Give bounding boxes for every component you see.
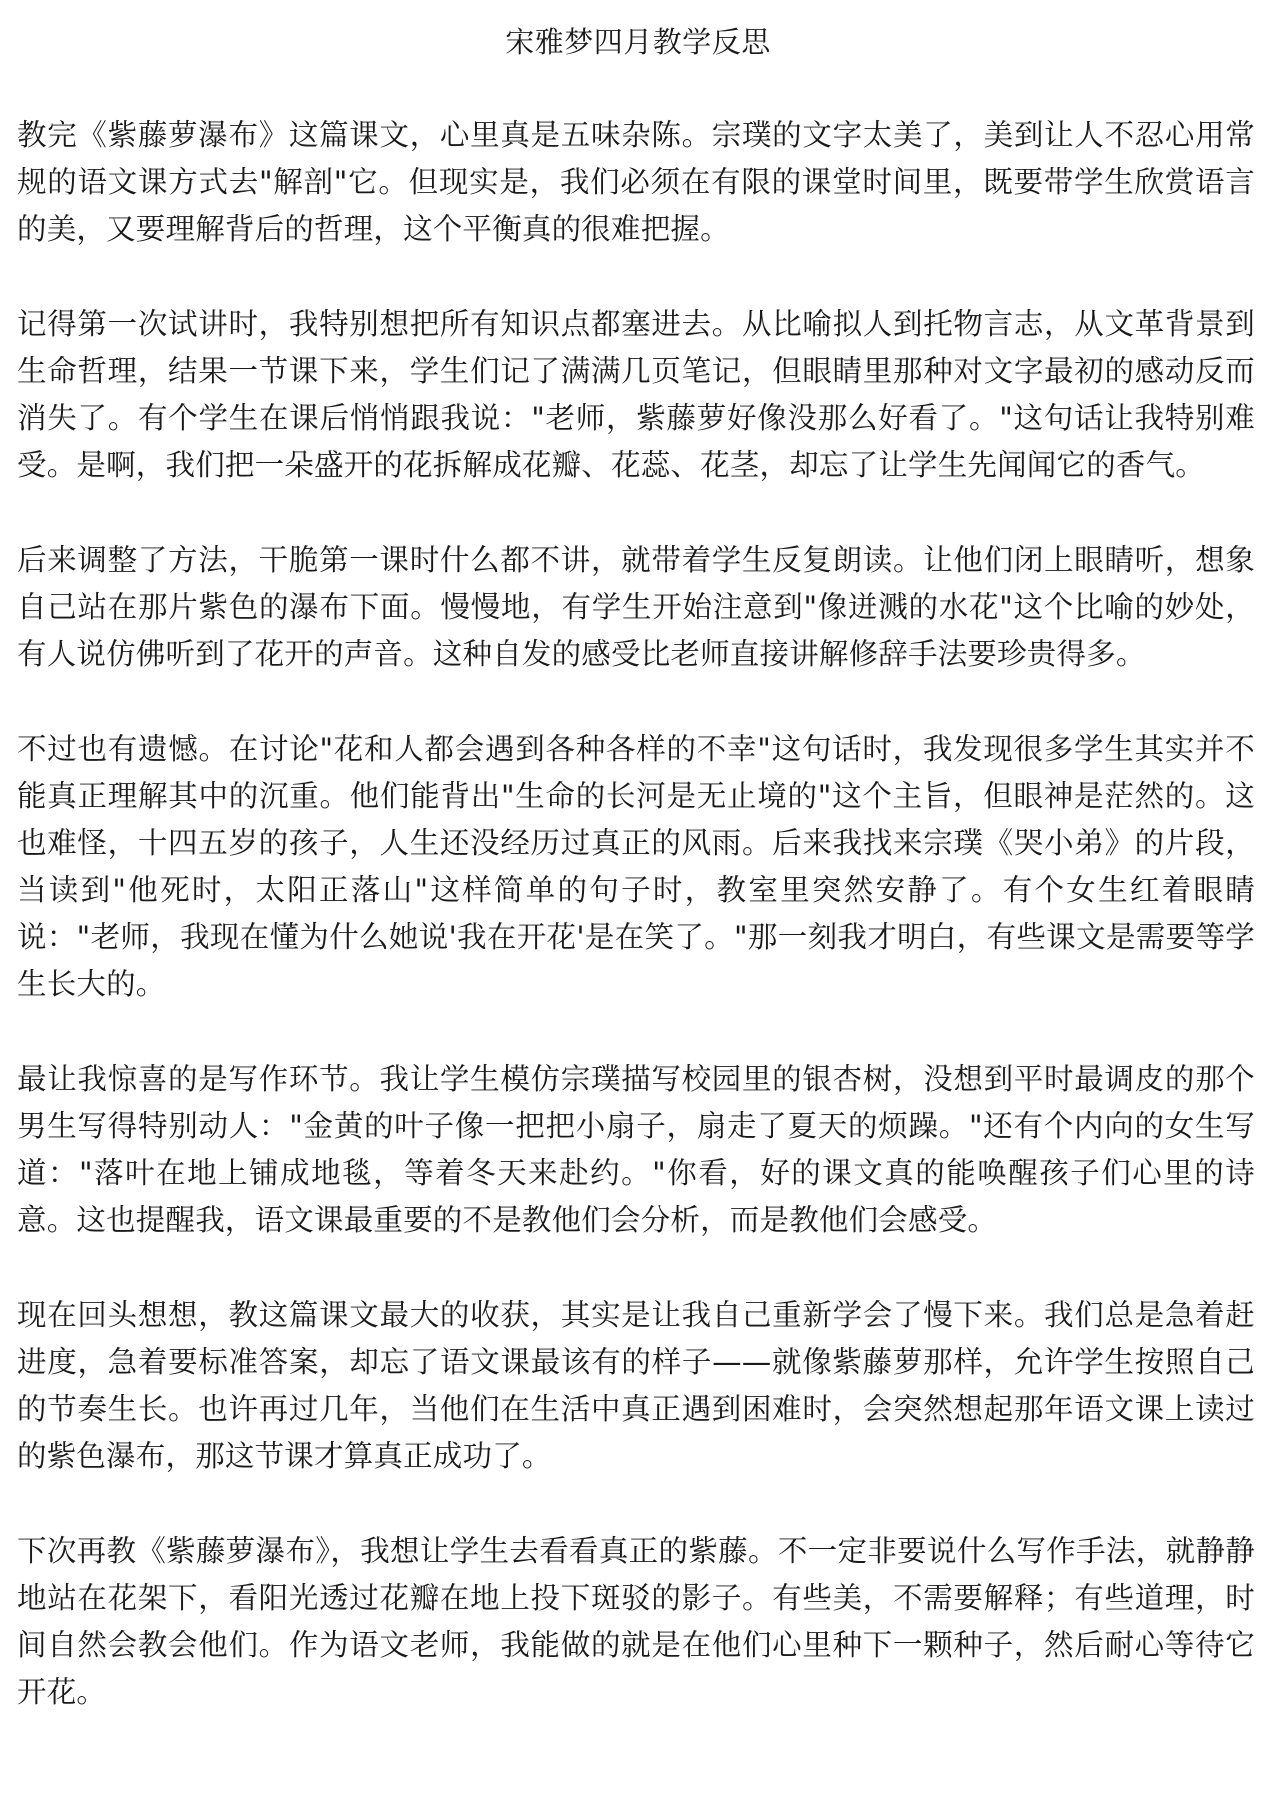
paragraph-1: 教完《紫藤萝瀑布》这篇课文，心里真是五味杂陈。宗璞的文字太美了，美到让人不忍心用常规的语文课方式去"解剖"它。但现实是，我们必须在有限的课堂时间里，既要带学生欣赏语言的美，又要理解背后的哲理，这个平衡真的很难把握。: [17, 118, 1255, 246]
paragraph-2: 记得第一次试讲时，我特别想把所有知识点都塞进去。从比喻拟人到托物言志，从文革背景到生命哲理，结果一节课下来，学生们记了满满几页笔记，但眼睛里那种对文字最初的感动反而消失了。有个学生在课后悄悄跟我说："老师，紫藤萝好像没那么好看了。"这句话让我特别难受。是啊，我们把一朵盛开的花拆解成花瓣、花蕊、花茎，却忘了让学生先闻闻它的香气。: [17, 307, 1255, 482]
paragraph-6: 现在回头想想，教这篇课文最大的收获，其实是让我自己重新学会了慢下来。我们总是急着赶进度，急着要标准答案，却忘了语文课最该有的样子——就像紫藤萝那样，允许学生按照自己的节奏生长。也许再过几年，当他们在生活中真正遇到困难时，会突然想起那年语文课上读过的紫色瀑布，那这节课才算真正成功了。: [17, 1298, 1255, 1473]
paragraph-7: 下次再教《紫藤萝瀑布》，我想让学生去看看真正的紫藤。不一定非要说什么写作手法，就静静地站在花架下，看阳光透过花瓣在地上投下斑驳的影子。有些美，不需要解释；有些道理，时间自然会教会他们。作为语文老师，我能做的就是在他们心里种下一颗种子，然后耐心等待它开花。: [17, 1534, 1255, 1709]
paragraph-4: 不过也有遗憾。在讨论"花和人都会遇到各种各样的不幸"这句话时，我发现很多学生其实并不能真正理解其中的沉重。他们能背出"生命的长河是无止境的"这个主旨，但眼神是茫然的。这也难怪，十四五岁的孩子，人生还没经历过真正的风雨。后来我找来宗璞《哭小弟》的片段，当读到"他死时，太阳正落山"这样简单的句子时，教室里突然安静了。有个女生红着眼睛说："老师，我现在懂为什么她说'我在开花'是在笑了。"那一刻我才明白，有些课文是需要等学生长大的。: [17, 732, 1255, 1001]
document-body: [17, 112, 1255, 1716]
paragraph-3: 后来调整了方法，干脆第一课时什么都不讲，就带着学生反复朗读。让他们闭上眼睛听，想象自己站在那片紫色的瀑布下面。慢慢地，有学生开始注意到"像迸溅的水花"这个比喻的妙处，有人说仿佛听到了花开的声音。这种自发的感受比老师直接讲解修辞手法要珍贵得多。: [17, 543, 1255, 671]
document-title: 宋雅梦四月教学反思: [505, 25, 771, 59]
paragraph-5: 最让我惊喜的是写作环节。我让学生模仿宗璞描写校园里的银杏树，没想到平时最调皮的那个男生写得特别动人："金黄的叶子像一把把小扇子，扇走了夏天的烦躁。"还有个内向的女生写道："落叶在地上铺成地毯，等着冬天来赴约。"你看，好的课文真的能唤醒孩子们心里的诗意。这也提醒我，语文课最重要的不是教他们会分析，而是教他们会感受。: [17, 1062, 1255, 1237]
